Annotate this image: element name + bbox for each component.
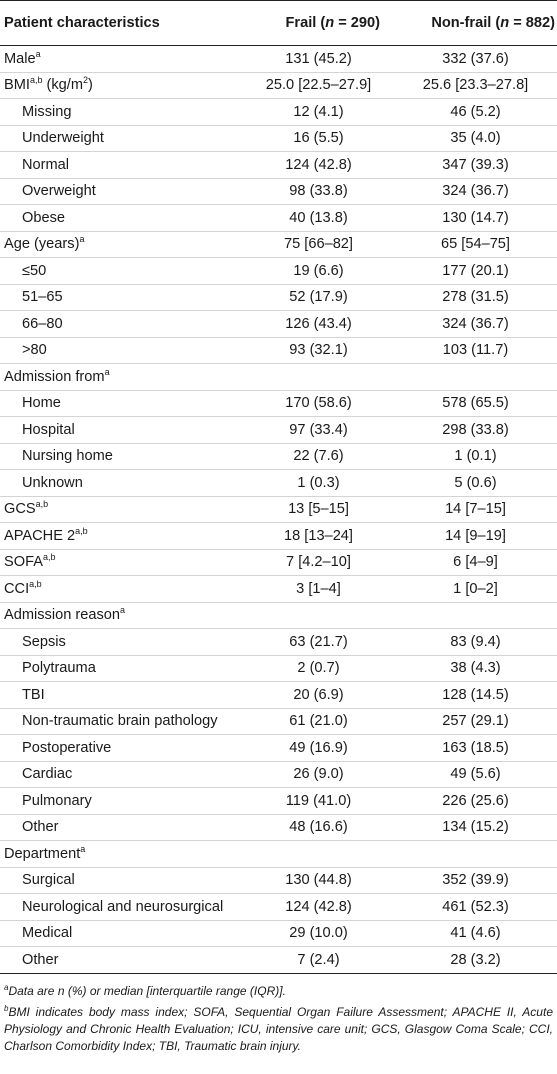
table-row — [0, 947, 557, 974]
non-frail-value — [394, 364, 557, 391]
frail-value: 29 (10.0) — [243, 920, 394, 947]
non-frail-value: 46 (5.2) — [394, 99, 557, 126]
row-label: 51–65 — [0, 284, 243, 311]
non-frail-value — [394, 841, 557, 868]
non-frail-value: 65 [54–75] — [394, 231, 557, 258]
table-footnotes — [0, 974, 557, 1055]
non-frail-value: 14 [7–15] — [394, 496, 557, 523]
non-frail-value: 83 (9.4) — [394, 629, 557, 656]
row-label: Normal — [0, 152, 243, 179]
frail-value — [243, 602, 394, 629]
non-frail-value: 298 (33.8) — [394, 417, 557, 444]
table-header — [0, 1, 557, 46]
table-row — [0, 470, 557, 497]
frail-value: 93 (32.1) — [243, 337, 394, 364]
frail-value: 126 (43.4) — [243, 311, 394, 338]
table-row — [0, 390, 557, 417]
table-row — [0, 337, 557, 364]
frail-value: 49 (16.9) — [243, 735, 394, 762]
table-row — [0, 549, 557, 576]
row-label: Unknown — [0, 470, 243, 497]
table-row — [0, 152, 557, 179]
row-label: Overweight — [0, 178, 243, 205]
non-frail-value: 41 (4.6) — [394, 920, 557, 947]
row-label: Nursing home — [0, 443, 243, 470]
frail-value — [243, 841, 394, 868]
table-row — [0, 125, 557, 152]
row-label: Cardiac — [0, 761, 243, 788]
table-row — [0, 205, 557, 232]
row-label: Polytrauma — [0, 655, 243, 682]
row-label: Neurological and neurosurgical — [0, 894, 243, 921]
frail-value: 124 (42.8) — [243, 152, 394, 179]
footnote: $^a$Data are n (%) or median [interquartile range (IQR)]. — [4, 982, 286, 998]
row-label: Department$^a$ — [0, 841, 243, 868]
non-frail-value: 324 (36.7) — [394, 311, 557, 338]
non-frail-value: 257 (29.1) — [394, 708, 557, 735]
frail-value: 131 (45.2) — [243, 46, 394, 73]
table-row — [0, 417, 557, 444]
row-label: Sepsis — [0, 629, 243, 656]
row-label: CCI$^{a,b}$ — [0, 576, 243, 603]
row-label: TBI — [0, 682, 243, 709]
frail-value: 25.0 [22.5–27.9] — [243, 72, 394, 99]
non-frail-value: 103 (11.7) — [394, 337, 557, 364]
table-row — [0, 258, 557, 285]
frail-value: 98 (33.8) — [243, 178, 394, 205]
frail-value: 119 (41.0) — [243, 788, 394, 815]
non-frail-value: 578 (65.5) — [394, 390, 557, 417]
row-label: Non-traumatic brain pathology — [0, 708, 243, 735]
frail-value: 124 (42.8) — [243, 894, 394, 921]
row-label: Pulmonary — [0, 788, 243, 815]
non-frail-value: 461 (52.3) — [394, 894, 557, 921]
table-row — [0, 735, 557, 762]
row-label: ≤50 — [0, 258, 243, 285]
frail-value: 75 [66–82] — [243, 231, 394, 258]
frail-value: 3 [1–4] — [243, 576, 394, 603]
row-label: APACHE 2$^{a,b}$ — [0, 523, 243, 550]
frail-value: 97 (33.4) — [243, 417, 394, 444]
non-frail-value: 38 (4.3) — [394, 655, 557, 682]
frail-value: 48 (16.6) — [243, 814, 394, 841]
header-row — [0, 1, 557, 46]
row-label: Underweight — [0, 125, 243, 152]
non-frail-value: 177 (20.1) — [394, 258, 557, 285]
row-label: >80 — [0, 337, 243, 364]
frail-value: 19 (6.6) — [243, 258, 394, 285]
frail-value: 26 (9.0) — [243, 761, 394, 788]
row-label: Age (years)$^a$ — [0, 231, 243, 258]
non-frail-value: 352 (39.9) — [394, 867, 557, 894]
frail-value: 20 (6.9) — [243, 682, 394, 709]
row-label: Other — [0, 814, 243, 841]
row-label: Postoperative — [0, 735, 243, 762]
table-row — [0, 496, 557, 523]
header-frail: Frail (n = 290) — [243, 1, 394, 46]
table-row — [0, 443, 557, 470]
table-row — [0, 920, 557, 947]
table-row — [0, 72, 557, 99]
frail-value — [243, 364, 394, 391]
non-frail-value: 278 (31.5) — [394, 284, 557, 311]
row-label: GCS$^{a,b}$ — [0, 496, 243, 523]
row-label: 66–80 — [0, 311, 243, 338]
table-row — [0, 708, 557, 735]
non-frail-value: 130 (14.7) — [394, 205, 557, 232]
row-label: Home — [0, 390, 243, 417]
row-label: Hospital — [0, 417, 243, 444]
table-body — [0, 46, 557, 974]
table-row — [0, 814, 557, 841]
table-row — [0, 788, 557, 815]
row-label: Male$^a$ — [0, 46, 243, 73]
non-frail-value: 28 (3.2) — [394, 947, 557, 974]
header-characteristics: Patient characteristics — [0, 1, 243, 46]
non-frail-value: 25.6 [23.3–27.8] — [394, 72, 557, 99]
table-row — [0, 178, 557, 205]
row-label: BMI$^{a,b}$ $(kg/m^2)$ — [0, 72, 243, 99]
frail-value: 1 (0.3) — [243, 470, 394, 497]
table-row — [0, 311, 557, 338]
non-frail-value: 49 (5.6) — [394, 761, 557, 788]
row-label: Medical — [0, 920, 243, 947]
non-frail-value: 6 [4–9] — [394, 549, 557, 576]
row-label: Surgical — [0, 867, 243, 894]
non-frail-value: 1 (0.1) — [394, 443, 557, 470]
table-row — [0, 46, 557, 73]
header-non-frail: Non-frail (n = 882) — [394, 1, 557, 46]
non-frail-value: 5 (0.6) — [394, 470, 557, 497]
non-frail-value: 324 (36.7) — [394, 178, 557, 205]
non-frail-value — [394, 602, 557, 629]
non-frail-value: 134 (15.2) — [394, 814, 557, 841]
table-row — [0, 99, 557, 126]
table-row — [0, 682, 557, 709]
table-row — [0, 576, 557, 603]
row-label: SOFA$^{a,b}$ — [0, 549, 243, 576]
frail-value: 130 (44.8) — [243, 867, 394, 894]
table-row — [0, 867, 557, 894]
row-label: Missing — [0, 99, 243, 126]
frail-value: 7 (2.4) — [243, 947, 394, 974]
non-frail-value: 163 (18.5) — [394, 735, 557, 762]
frail-value: 61 (21.0) — [243, 708, 394, 735]
non-frail-value: 226 (25.6) — [394, 788, 557, 815]
table-row — [0, 602, 557, 629]
frail-value: 13 [5–15] — [243, 496, 394, 523]
row-label: Admission from$^a$ — [0, 364, 243, 391]
table-row — [0, 841, 557, 868]
frail-value: 22 (7.6) — [243, 443, 394, 470]
non-frail-value: 347 (39.3) — [394, 152, 557, 179]
frail-value: 170 (58.6) — [243, 390, 394, 417]
frail-value: 12 (4.1) — [243, 99, 394, 126]
frail-value: 2 (0.7) — [243, 655, 394, 682]
row-label: Obese — [0, 205, 243, 232]
table-row — [0, 655, 557, 682]
table-row — [0, 284, 557, 311]
non-frail-value: 128 (14.5) — [394, 682, 557, 709]
frail-value: 7 [4.2–10] — [243, 549, 394, 576]
table-row — [0, 231, 557, 258]
frail-value: 40 (13.8) — [243, 205, 394, 232]
non-frail-value: 14 [9–19] — [394, 523, 557, 550]
row-label: Admission reason$^a$ — [0, 602, 243, 629]
row-label: Other — [0, 947, 243, 974]
table-row — [0, 629, 557, 656]
table-row — [0, 364, 557, 391]
non-frail-value: 1 [0–2] — [394, 576, 557, 603]
non-frail-value: 35 (4.0) — [394, 125, 557, 152]
table-row — [0, 523, 557, 550]
frail-value: 16 (5.5) — [243, 125, 394, 152]
frail-value: 63 (21.7) — [243, 629, 394, 656]
frail-value: 18 [13–24] — [243, 523, 394, 550]
footnote: $^b$BMI indicates body mass index; SOFA, Sequential Organ Failure Assessment; APACHE II, Acute Physiology and Chronic Health Evaluation; ICU, intensive care unit; GCS, Glasgow Coma Scale; CCI, Charlson Comorbidity Index; TBI, Traumatic brain injury. — [4, 1003, 553, 1053]
non-frail-value: 332 (37.6) — [394, 46, 557, 73]
table-row — [0, 761, 557, 788]
frail-value: 52 (17.9) — [243, 284, 394, 311]
table-row — [0, 894, 557, 921]
